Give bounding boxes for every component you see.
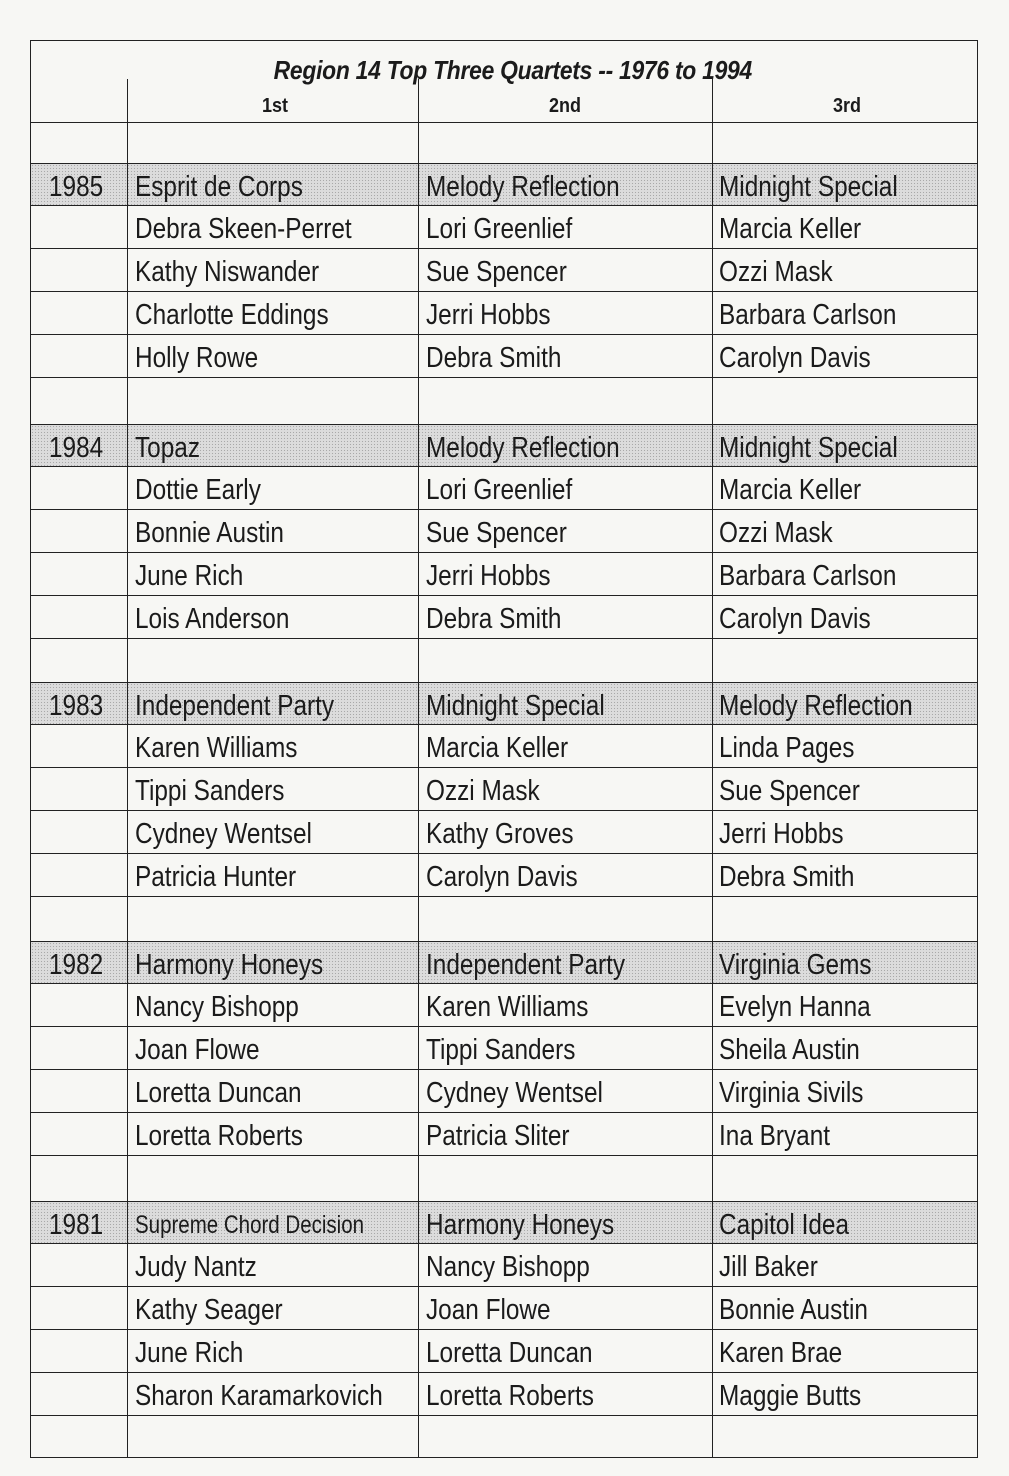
member-name: Karen Williams [135, 732, 298, 764]
column-divider-2nd [712, 79, 713, 1457]
quartet-row [31, 1201, 977, 1244]
member-name: Debra Smith [426, 603, 562, 635]
member-name: Cydney Wentsel [426, 1077, 603, 1109]
member-name: Karen Williams [426, 991, 589, 1023]
member-name: Sharon Karamarkovich [135, 1380, 383, 1412]
header-divider [31, 122, 977, 123]
column-header-2nd: 2nd [548, 95, 582, 117]
member-row [31, 292, 977, 335]
member-row [31, 510, 977, 553]
member-name: Cydney Wentsel [135, 818, 312, 850]
member-name: Loretta Duncan [426, 1337, 593, 1369]
member-name: Kathy Seager [135, 1294, 283, 1326]
member-name: Joan Flowe [135, 1034, 260, 1066]
member-name: Loretta Roberts [426, 1380, 594, 1412]
member-name: Sheila Austin [719, 1034, 860, 1066]
member-name: Ozzi Mask [719, 517, 833, 549]
member-name: Kathy Niswander [135, 256, 320, 288]
member-name: Sue Spencer [426, 256, 567, 288]
year-label: 1985 [49, 171, 104, 203]
column-header-1st: 1st [261, 95, 289, 117]
quartet-name: Harmony Honeys [426, 1209, 615, 1241]
member-row [31, 467, 977, 510]
column-divider-year [127, 79, 128, 1457]
member-row [31, 1244, 977, 1287]
member-row [31, 1070, 977, 1113]
quartet-name: Virginia Gems [719, 949, 872, 981]
member-name: Karen Brae [719, 1337, 843, 1369]
member-row [31, 984, 977, 1027]
member-name: Lori Greenlief [426, 213, 573, 245]
quartet-name: Supreme Chord Decision [135, 1211, 365, 1239]
member-row [31, 1330, 977, 1373]
member-name: Patricia Sliter [426, 1120, 570, 1152]
quartet-row [31, 682, 977, 725]
member-name: Barbara Carlson [719, 560, 897, 592]
member-name: Jerri Hobbs [719, 818, 844, 850]
member-row [31, 553, 977, 596]
member-name: Evelyn Hanna [719, 991, 871, 1023]
table-title: Region 14 Top Three Quartets -- 1976 to 1994 [273, 55, 752, 85]
member-name: Bonnie Austin [135, 517, 284, 549]
member-row [31, 854, 977, 897]
member-name: Tippi Sanders [426, 1034, 576, 1066]
quartet-name: Capitol Idea [719, 1209, 850, 1241]
member-name: Sue Spencer [426, 517, 567, 549]
quartet-row [31, 424, 977, 467]
year-label: 1982 [49, 949, 104, 981]
member-name: Jill Baker [719, 1251, 818, 1283]
member-name: Barbara Carlson [719, 299, 897, 331]
quartet-name: Independent Party [426, 949, 626, 981]
member-row [31, 768, 977, 811]
member-name: Patricia Hunter [135, 861, 297, 893]
member-name: Charlotte Eddings [135, 299, 329, 331]
member-row [31, 596, 977, 639]
quartet-name: Melody Reflection [719, 690, 913, 722]
quartet-name: Independent Party [135, 690, 335, 722]
member-row [31, 1287, 977, 1330]
member-name: Jerri Hobbs [426, 560, 551, 592]
member-name: Marcia Keller [426, 732, 569, 764]
quartet-name: Midnight Special [719, 171, 898, 203]
member-name: Ozzi Mask [719, 256, 833, 288]
member-name: Kathy Groves [426, 818, 574, 850]
member-row [31, 206, 977, 249]
member-name: Dottie Early [135, 474, 261, 506]
year-label: 1981 [49, 1209, 104, 1241]
quartet-name: Melody Reflection [426, 171, 620, 203]
member-row [31, 335, 977, 378]
quartet-name: Harmony Honeys [135, 949, 324, 981]
member-name: Lori Greenlief [426, 474, 573, 506]
member-name: Sue Spencer [719, 775, 860, 807]
member-name: Carolyn Davis [719, 603, 871, 635]
year-label: 1984 [49, 432, 104, 464]
member-name: Nancy Bishopp [426, 1251, 590, 1283]
quartet-name: Esprit de Corps [135, 171, 303, 203]
quartet-name: Melody Reflection [426, 432, 620, 464]
member-name: Carolyn Davis [426, 861, 578, 893]
member-name: Debra Smith [426, 342, 562, 374]
member-row [31, 1027, 977, 1070]
member-row [31, 1373, 977, 1416]
year-label: 1983 [49, 690, 104, 722]
quartet-name: Midnight Special [426, 690, 605, 722]
quartet-row [31, 163, 977, 206]
quartet-name: Midnight Special [719, 432, 898, 464]
member-name: Loretta Duncan [135, 1077, 302, 1109]
quartet-name: Topaz [135, 432, 201, 464]
member-name: Tippi Sanders [135, 775, 285, 807]
member-row [31, 725, 977, 768]
member-row [31, 1113, 977, 1156]
member-name: Debra Skeen-Perret [135, 213, 352, 245]
member-name: Ozzi Mask [426, 775, 540, 807]
member-name: Joan Flowe [426, 1294, 551, 1326]
results-table [30, 40, 978, 1458]
member-name: Lois Anderson [135, 603, 290, 635]
member-name: Maggie Butts [719, 1380, 862, 1412]
member-name: Judy Nantz [135, 1251, 257, 1283]
member-name: Nancy Bishopp [135, 991, 299, 1023]
member-name: Carolyn Davis [719, 342, 871, 374]
member-name: Marcia Keller [719, 213, 862, 245]
member-name: Linda Pages [719, 732, 855, 764]
member-name: Marcia Keller [719, 474, 862, 506]
member-name: Bonnie Austin [719, 1294, 868, 1326]
column-divider-1st [418, 79, 419, 1457]
member-name: June Rich [135, 1337, 244, 1369]
member-name: Debra Smith [719, 861, 855, 893]
column-header-3rd: 3rd [832, 95, 862, 117]
member-row [31, 811, 977, 854]
member-name: Jerri Hobbs [426, 299, 551, 331]
member-name: Holly Rowe [135, 342, 259, 374]
quartet-row [31, 941, 977, 984]
member-row [31, 249, 977, 292]
member-name: Virginia Sivils [719, 1077, 864, 1109]
member-name: Ina Bryant [719, 1120, 831, 1152]
member-name: June Rich [135, 560, 244, 592]
member-name: Loretta Roberts [135, 1120, 303, 1152]
